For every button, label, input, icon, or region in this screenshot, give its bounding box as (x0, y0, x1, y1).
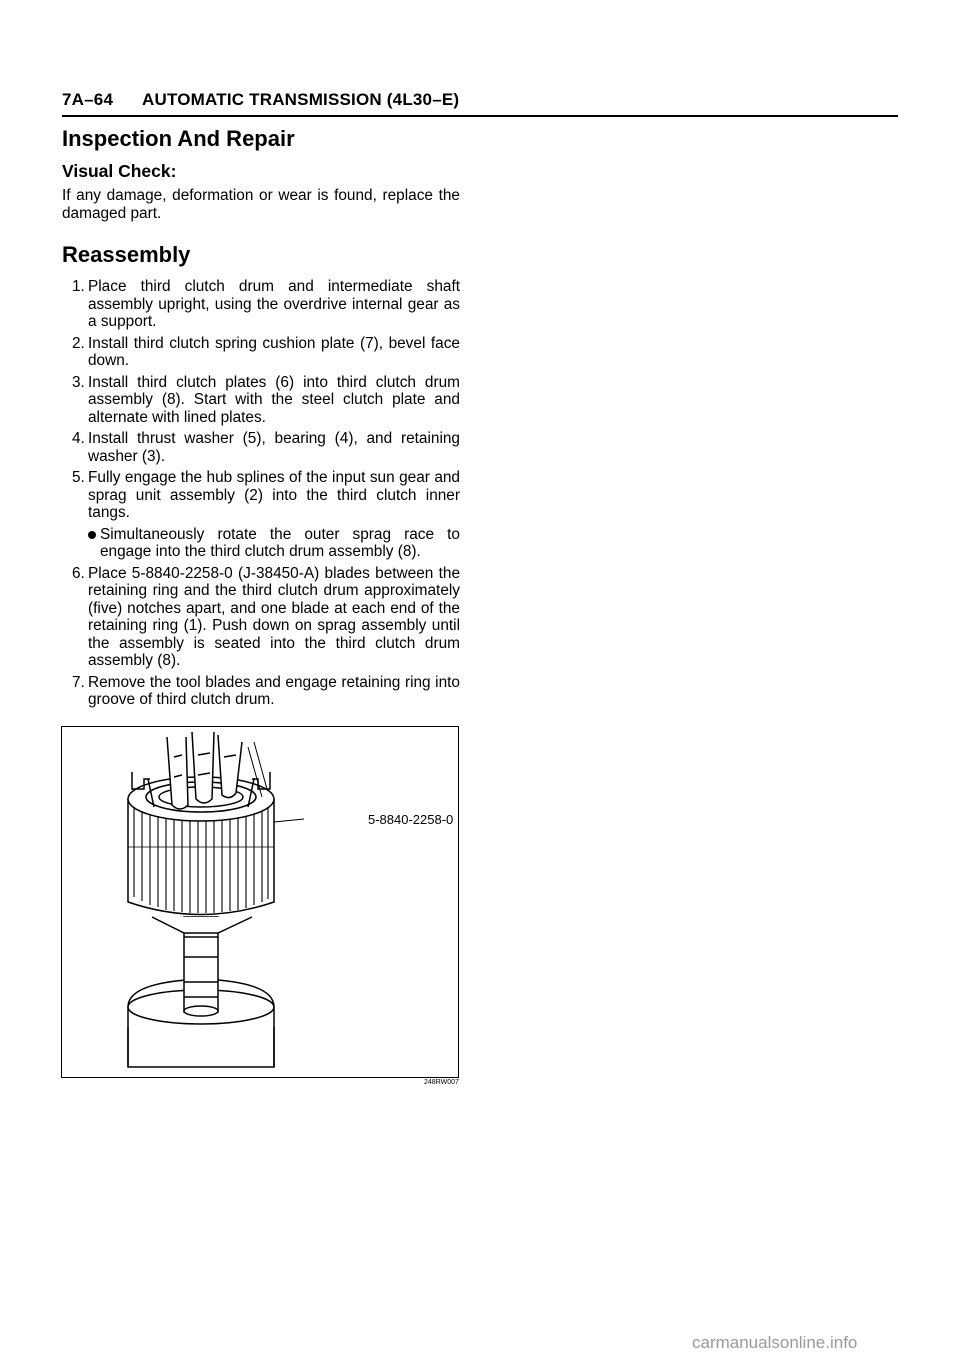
step-text: Place 5-8840-2258-0 (J-38450-A) blades between the retaining ring and the third clutch drum approximately (five) notches apart, and one blade at each end of the retaining ring (1). Push down on sprag assembly until the assembly is seated into the third clutch drum assembly (8). (88, 564, 460, 669)
step-text: Remove the tool blades and engage retaining ring into groove of third clutch drum. (88, 673, 460, 708)
header-rule (62, 115, 898, 117)
reassembly-steps (62, 278, 460, 709)
footer-watermark: carmanualsonline.info (692, 1333, 858, 1352)
step-2 (62, 335, 460, 370)
step-number: 5. (72, 469, 85, 486)
figure-callout-label: 5-8840-2258-0 (368, 812, 454, 827)
clutch-drum-illustration-icon (62, 727, 458, 1077)
step-7 (62, 674, 460, 709)
reassembly-heading: Reassembly (62, 242, 191, 267)
step-text: Install third clutch plates (6) into third clutch drum assembly (8). Start with the steel clutch plate and alternate with lined plates. (88, 373, 460, 426)
step-text: Fully engage the hub splines of the input sun gear and sprag unit assembly (2) into the third clutch inner tangs. (88, 469, 460, 521)
step-1 (62, 278, 460, 331)
step-text: Install third clutch spring cushion plate (7), bevel face down. (88, 334, 460, 369)
bullet-dot-icon (88, 531, 96, 539)
clutch-assembly-figure (61, 726, 459, 1078)
step-5-bullet (88, 526, 460, 561)
step-number: 7. (72, 673, 85, 691)
page-number: 7A–64 (62, 90, 114, 109)
main-column (62, 122, 460, 713)
inspection-heading: Inspection And Repair (62, 126, 295, 151)
step-number: 2. (72, 334, 85, 352)
page-header (62, 90, 896, 110)
step-text: Install thrust washer (5), bearing (4), and retaining washer (3). (88, 430, 460, 465)
step-number: 4. (72, 430, 85, 447)
step-number: 3. (72, 373, 85, 391)
step-3 (62, 374, 460, 427)
visual-check-text: If any damage, deformation or wear is found, replace the damaged part. (62, 187, 460, 222)
step-4 (62, 430, 460, 465)
step-5 (62, 469, 460, 561)
figure-code: 248RW007 (424, 1079, 459, 1086)
bullet-text: Simultaneously rotate the outer sprag race to engage into the third clutch drum assembly (8). (100, 525, 460, 560)
step-text: Place third clutch drum and intermediate shaft assembly upright, using the overdrive internal gear as a support. (88, 278, 460, 330)
visual-check-subheading: Visual Check: (62, 161, 177, 181)
step-number: 1. (72, 278, 85, 295)
page-header-title: AUTOMATIC TRANSMISSION (4L30–E) (142, 90, 460, 109)
step-6 (62, 565, 460, 670)
step-number: 6. (72, 564, 85, 582)
